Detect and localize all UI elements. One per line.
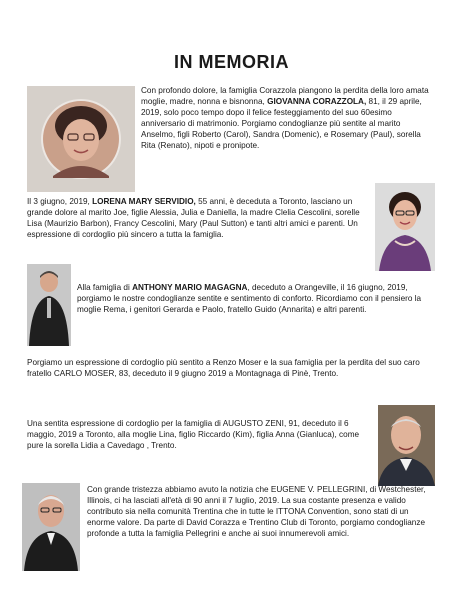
portrait-photo-eugene bbox=[22, 483, 80, 571]
portrait-photo-augusto bbox=[378, 405, 435, 486]
page-title: IN MEMORIA bbox=[174, 52, 289, 72]
obituary-giovanna-corazzola: Con profondo dolore, la famiglia Corazzola piangono la perdita della loro amata moglie, madre, nonna e bisnonna, GIOVANNA CORAZZOLA, 81, il 29 aprile, 2019, solo poco tempo dopo il felice festeggiamento del suo 60esimo anniversario di matrimonio. Porgiamo condoglianze più sentite al marito Anselmo, figli Roberto (Carol), Sandra (Domenic), e Rosemary (Paul), sorella Rita (Renato), nipoti e pronipote. bbox=[141, 86, 429, 150]
portrait-photo-lorena bbox=[375, 183, 435, 271]
portrait-photo-giovanna bbox=[27, 86, 135, 192]
obituary-augusto-zeni: Una sentita espressione di cordoglio per la famiglia di AUGUSTO ZENI, 91, deceduto il 6 maggio, 2019 a Toronto, alla moglie Lina, figlio Riccardo (Kim), figlia Anna (Gianluca), come pure la sorella Lidia a Cavedago , Trento. bbox=[27, 419, 360, 450]
obituary-eugene-pellegrini: Con grande tristezza abbiamo avuto la notizia che EUGENE V. PELLEGRINI, di Westchester, Illinois, ci ha lasciati all'età di 90 anni il 7 luglio, 2019. La sua costante presenza e valido contributo sia nella comunità Trentina che in tutte le ITTONA Convention, sono stati di un enorme valore. Da parte di David Corazza e Trentino Club di Toronto, porgiamo condoglianze profonde a tutta la famiglia Pellegrini e anche ai suoi innumerevoli amici. bbox=[87, 485, 426, 538]
portrait-photo-anthony bbox=[27, 264, 71, 346]
obituary-carlo-moser: Porgiamo un espressione di cordoglio più sentito a Renzo Moser e la sua famiglia per la perdita del suo caro fratello CARLO MOSER, 83, deceduto il 9 giugno 2019 a Montagnaga di Pinè, Trento. bbox=[27, 358, 420, 378]
obituary-lorena-mary-servidio: Il 3 giugno, 2019, LORENA MARY SERVIDIO, 55 anni, è deceduta a Toronto, lasciano un grande dolore al marito Joe, figlie Alessia, Julia e Daniella, la madre Clelia Cescolini, sorelle Lisa (Maurizio Barbon), Francy Cescolini, Mary (Paul Sutton) e tanti altri amici e parenti. Un espressione di cordoglio più sincero a tutta la famiglia. bbox=[27, 197, 360, 239]
obituary-anthony-mario-magagna: Alla famiglia di ANTHONY MARIO MAGAGNA, deceduto a Orangeville, il 16 giugno, 2019, porgiamo le nostre condoglianze sentite e sentimento di conforto. Ricordiamo con il pensiero la moglie Rema, i genitori Gerarda e Paolo, fratello Guido (Annarita) e altri parenti. bbox=[77, 283, 422, 314]
